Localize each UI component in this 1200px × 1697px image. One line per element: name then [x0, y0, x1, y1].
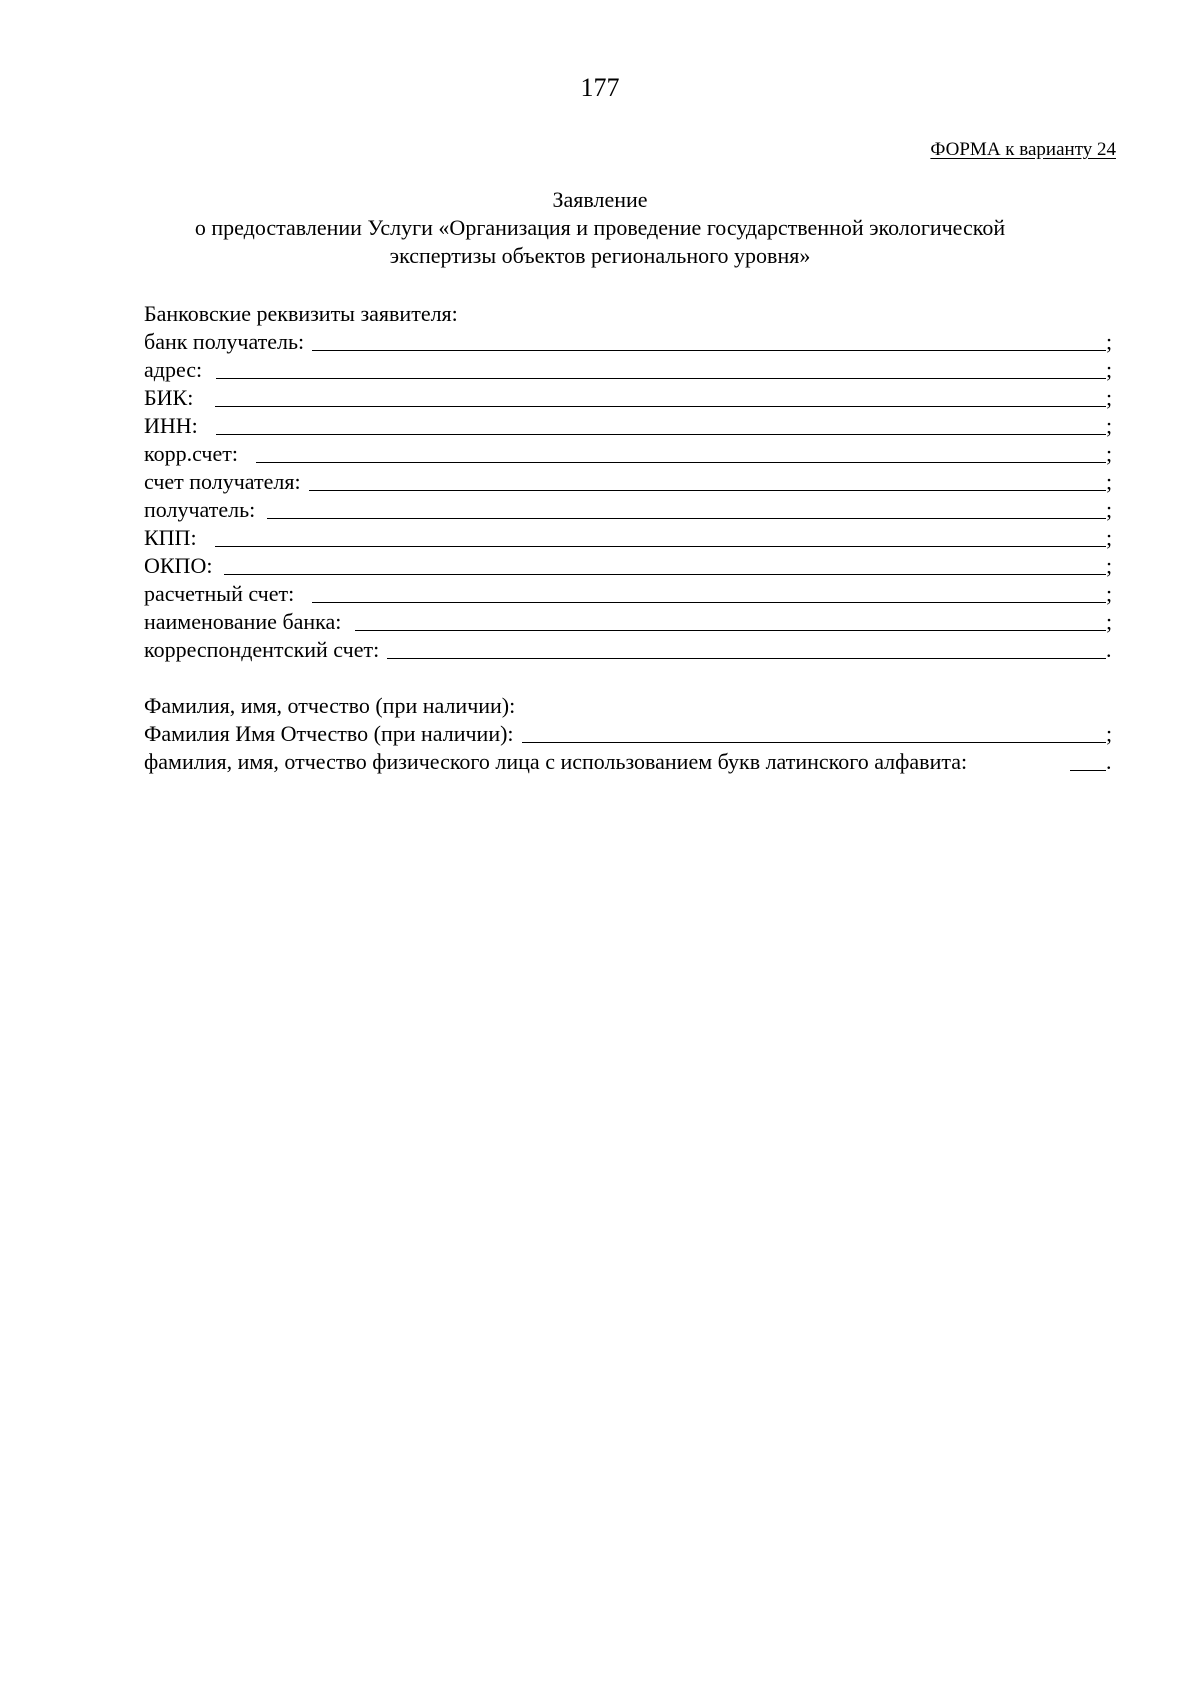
field-row-corr-account	[144, 440, 1114, 468]
inn-input[interactable]	[216, 414, 1106, 435]
okpo-input[interactable]	[224, 554, 1106, 575]
field-terminator: ;	[1106, 525, 1113, 550]
name-heading: Фамилия, имя, отчество (при наличии):	[144, 693, 516, 718]
field-terminator: ;	[1106, 329, 1113, 354]
field-terminator: ;	[1106, 581, 1113, 606]
field-label: Фамилия Имя Отчество (при наличии):	[144, 721, 514, 746]
field-row-okpo	[144, 552, 1114, 580]
kpp-input[interactable]	[215, 526, 1106, 547]
field-label: фамилия, имя, отчество физического лица с использованием букв латинского алфавита:	[144, 749, 968, 774]
field-label: счет получателя:	[144, 469, 301, 494]
settlement-account-input[interactable]	[312, 582, 1106, 603]
field-row-kpp	[144, 524, 1114, 552]
title-line-3: экспертизы объектов регионального уровня»	[389, 243, 811, 268]
form-reference: ФОРМА к варианту 24	[930, 139, 1116, 160]
field-terminator: ;	[1106, 553, 1113, 578]
field-terminator: ;	[1106, 385, 1113, 410]
correspondent-account-input[interactable]	[387, 638, 1106, 659]
field-terminator: .	[1106, 749, 1112, 774]
field-label: наименование банка:	[144, 609, 342, 634]
field-row-latin-name	[144, 748, 1114, 776]
address-input[interactable]	[216, 358, 1106, 379]
latin-name-input[interactable]	[1070, 750, 1106, 771]
page-number: 177	[580, 73, 620, 102]
field-label: корр.счет:	[144, 441, 238, 466]
field-row-recipient-account	[144, 468, 1114, 496]
field-terminator: ;	[1106, 357, 1113, 382]
title-line-2: о предоставлении Услуги «Организация и проведение государственной экологической	[194, 215, 1006, 240]
field-label: ОКПО:	[144, 553, 213, 578]
recipient-bank-input[interactable]	[312, 330, 1106, 351]
field-label: КПП:	[144, 525, 197, 550]
title-line-1: Заявление	[552, 187, 648, 212]
field-terminator: ;	[1106, 609, 1113, 634]
field-terminator: ;	[1106, 413, 1113, 438]
field-label: ИНН:	[144, 413, 198, 438]
field-row-recipient-bank	[144, 328, 1114, 356]
bik-input[interactable]	[215, 386, 1106, 407]
field-label: корреспондентский счет:	[144, 637, 380, 662]
recipient-account-input[interactable]	[309, 470, 1106, 491]
document-title	[0, 186, 1200, 270]
name-section	[144, 692, 1114, 776]
recipient-input[interactable]	[267, 498, 1106, 519]
field-terminator: ;	[1106, 721, 1113, 746]
field-terminator: .	[1106, 637, 1112, 662]
field-row-correspondent-account	[144, 636, 1114, 664]
field-row-address	[144, 356, 1114, 384]
field-label: получатель:	[144, 497, 256, 522]
field-row-settlement-account	[144, 580, 1114, 608]
field-terminator: ;	[1106, 441, 1113, 466]
field-label: банк получатель:	[144, 329, 305, 354]
field-row-full-name	[144, 720, 1114, 748]
field-label: БИК:	[144, 385, 194, 410]
field-row-recipient	[144, 496, 1114, 524]
bank-name-input[interactable]	[355, 610, 1106, 631]
field-label: адрес:	[144, 357, 203, 382]
field-terminator: ;	[1106, 469, 1113, 494]
field-terminator: ;	[1106, 497, 1113, 522]
bank-details-heading: Банковские реквизиты заявителя:	[144, 301, 458, 326]
corr-account-input[interactable]	[256, 442, 1106, 463]
field-row-bank-name	[144, 608, 1114, 636]
field-row-bik	[144, 384, 1114, 412]
field-row-inn	[144, 412, 1114, 440]
bank-details-section	[144, 300, 1114, 664]
full-name-input[interactable]	[522, 722, 1106, 743]
field-label: расчетный счет:	[144, 581, 295, 606]
